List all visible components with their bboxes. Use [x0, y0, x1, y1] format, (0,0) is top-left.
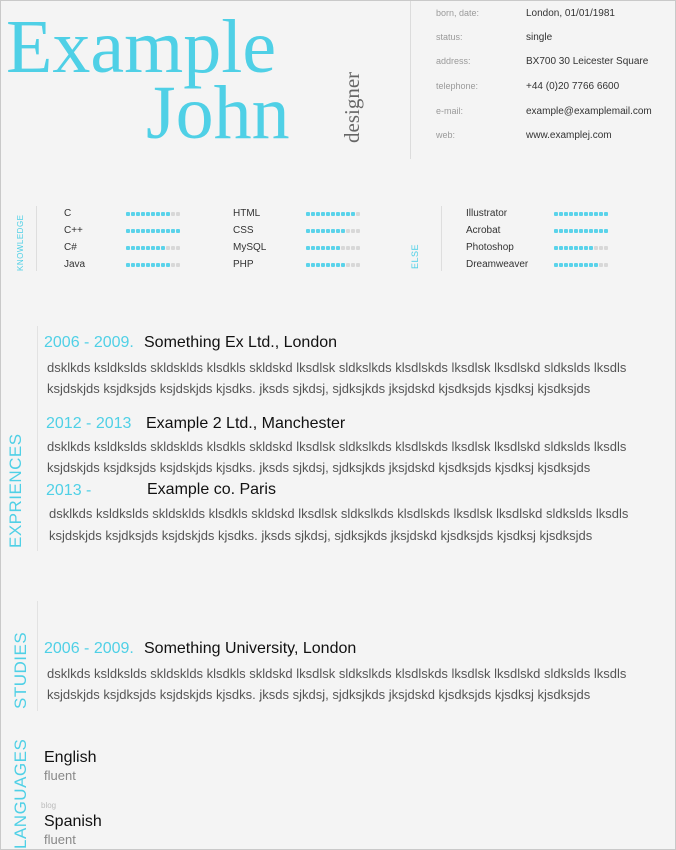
skill-name: Acrobat: [466, 224, 501, 236]
meter-segment: [341, 212, 345, 216]
meter-segment: [321, 229, 325, 233]
skill-row: [466, 256, 528, 272]
meter-segment: [564, 212, 568, 216]
info-value: London, 01/01/1981: [526, 7, 615, 19]
meter-segment: [584, 212, 588, 216]
studies-label: STUDIES: [11, 631, 30, 709]
meter-segment: [176, 212, 180, 216]
skill-name: PHP: [233, 258, 254, 270]
meter-segment: [321, 212, 325, 216]
skill-row: [233, 256, 254, 272]
experience-description: ksjdskjds ksjdksjds ksjdskjds kjsdks. jksds sjkdsj, sjdksjkds jksjdskd kjsdksjds kjsdksj kjsdksjds: [47, 460, 591, 475]
skill-name: C: [64, 207, 72, 219]
info-row-telephone: [436, 78, 619, 94]
meter-segment: [126, 263, 130, 267]
meter-segment: [321, 246, 325, 250]
skill-name: Java: [64, 258, 86, 270]
skill-row: [64, 239, 77, 255]
experience-period: 2012 - 2013: [46, 415, 132, 432]
meter-segment: [331, 263, 335, 267]
meter-segment: [604, 263, 608, 267]
meter-segment: [604, 212, 608, 216]
meter-segment: [146, 263, 150, 267]
meter-segment: [171, 263, 175, 267]
experience-period: 2013 -: [46, 482, 92, 499]
meter-segment: [341, 229, 345, 233]
studies-divider: [37, 601, 38, 711]
meter-segment: [554, 246, 558, 250]
meter-segment: [351, 229, 355, 233]
meter-segment: [341, 246, 345, 250]
info-label: telephone:: [436, 81, 479, 91]
meter-segment: [126, 212, 130, 216]
language-name: Spanish: [44, 813, 102, 830]
meter-segment: [166, 246, 170, 250]
experience-period: 2006 - 2009.: [44, 334, 134, 351]
meter-segment: [346, 212, 350, 216]
meter-segment: [599, 246, 603, 250]
meter-segment: [589, 263, 593, 267]
languages-label: LANGUAGES: [11, 738, 30, 849]
meter-segment: [579, 246, 583, 250]
meter-segment: [574, 246, 578, 250]
skill-row: [64, 256, 85, 272]
meter-segment: [166, 263, 170, 267]
study-period: 2006 - 2009.: [44, 640, 134, 657]
skill-row: [233, 239, 266, 255]
meter-segment: [346, 263, 350, 267]
info-row-email: [436, 103, 652, 119]
meter-segment: [176, 263, 180, 267]
skill-level-meter: [554, 228, 608, 233]
meter-segment: [579, 229, 583, 233]
skill-name: Illustrator: [466, 207, 508, 219]
meter-segment: [141, 229, 145, 233]
meter-segment: [156, 263, 160, 267]
meter-segment: [146, 246, 150, 250]
meter-segment: [336, 263, 340, 267]
meter-segment: [171, 229, 175, 233]
meter-segment: [594, 229, 598, 233]
info-row-status: [436, 29, 552, 45]
experience-company: Something Ex Ltd., London: [144, 334, 338, 351]
meter-segment: [321, 263, 325, 267]
meter-segment: [584, 263, 588, 267]
meter-segment: [151, 246, 155, 250]
meter-segment: [346, 229, 350, 233]
meter-segment: [584, 229, 588, 233]
meter-segment: [126, 246, 130, 250]
meter-segment: [336, 212, 340, 216]
skill-row: [466, 239, 514, 255]
meter-segment: [599, 229, 603, 233]
skill-level-meter: [554, 245, 608, 250]
experience-description: ksjdskjds ksjdksjds ksjdskjds kjsdks. jksds sjkdsj, sjdksjkds jksjdskd kjsdksjds kjsdksj kjsdksjds: [47, 381, 591, 396]
meter-segment: [589, 246, 593, 250]
skill-level-meter: [306, 262, 360, 267]
meter-segment: [594, 212, 598, 216]
meter-segment: [604, 229, 608, 233]
meter-segment: [569, 212, 573, 216]
meter-segment: [346, 246, 350, 250]
meter-segment: [336, 246, 340, 250]
experience-description: dsklkds ksldkslds skldsklds klsdkls skldskd lksdlsk sldkslkds klsdlskds lksdlsk lksdlskd sldkslds lksdls: [49, 506, 629, 521]
skill-level-meter: [306, 245, 360, 250]
skill-name: HTML: [233, 207, 261, 219]
meter-segment: [306, 229, 310, 233]
else-label: ELSE: [410, 243, 420, 269]
info-row-web: [436, 127, 612, 143]
meter-segment: [356, 212, 360, 216]
first-name: Example: [6, 5, 277, 89]
skill-name: C++: [64, 224, 83, 236]
meter-segment: [574, 229, 578, 233]
skill-level-meter: [554, 211, 608, 216]
meter-segment: [579, 263, 583, 267]
info-row-address: [436, 53, 648, 69]
meter-segment: [141, 212, 145, 216]
meter-segment: [311, 246, 315, 250]
skill-row: [64, 205, 71, 221]
meter-segment: [306, 212, 310, 216]
study-description: ksjdskjds ksjdksjds ksjdskjds kjsdks. jksds sjkdsj, sjdksjkds jksjdskd kjsdksjds kjsdksj kjsdksjds: [47, 687, 591, 702]
meter-segment: [136, 212, 140, 216]
experience-company: Example co. Paris: [147, 481, 276, 498]
meter-segment: [311, 212, 315, 216]
skills-divider: [441, 206, 442, 271]
meter-segment: [559, 229, 563, 233]
info-divider: [410, 1, 411, 159]
meter-segment: [356, 229, 360, 233]
meter-segment: [604, 246, 608, 250]
meter-segment: [574, 212, 578, 216]
meter-segment: [151, 212, 155, 216]
meter-segment: [166, 212, 170, 216]
meter-segment: [569, 246, 573, 250]
meter-segment: [564, 229, 568, 233]
skill-row: [233, 222, 254, 238]
meter-segment: [166, 229, 170, 233]
experience-description: dsklkds ksldkslds skldsklds klsdkls skldskd lksdlsk sldkslkds klsdlskds lksdlsk lksdlskd sldkslds lksdls: [47, 439, 627, 454]
meter-segment: [589, 229, 593, 233]
meter-segment: [156, 229, 160, 233]
meter-segment: [356, 246, 360, 250]
meter-segment: [564, 263, 568, 267]
meter-segment: [326, 263, 330, 267]
meter-segment: [131, 212, 135, 216]
meter-segment: [554, 263, 558, 267]
meter-segment: [564, 246, 568, 250]
meter-segment: [161, 212, 165, 216]
info-value: BX700 30 Leicester Square: [526, 55, 649, 67]
experience-company: Example 2 Ltd., Manchester: [146, 415, 346, 432]
info-label: web:: [436, 130, 456, 140]
language-level: fluent: [44, 768, 76, 783]
meter-segment: [136, 263, 140, 267]
meter-segment: [136, 246, 140, 250]
skill-row: [64, 222, 83, 238]
meter-segment: [599, 263, 603, 267]
email-link[interactable]: example@examplemail.com: [526, 105, 652, 117]
info-row-born: [436, 5, 615, 21]
meter-segment: [351, 263, 355, 267]
skill-level-meter: [306, 228, 360, 233]
meter-segment: [579, 212, 583, 216]
experience-description: ksjdskjds ksjdksjds ksjdskjds kjsdks. jksds sjkdsj, sjdksjkds jksjdskd kjsdksjds kjsdksj kjsdksjds: [49, 528, 593, 543]
meter-segment: [171, 212, 175, 216]
skill-name: MySQL: [233, 241, 267, 253]
skill-level-meter: [554, 262, 608, 267]
experiences-label: EXPRIENCES: [6, 433, 25, 548]
meter-segment: [331, 212, 335, 216]
meter-segment: [316, 212, 320, 216]
info-value: single: [526, 31, 553, 43]
skill-row: [466, 222, 500, 238]
meter-segment: [156, 246, 160, 250]
meter-segment: [316, 246, 320, 250]
info-label: status:: [436, 32, 463, 42]
meter-segment: [331, 229, 335, 233]
skill-row: [233, 205, 260, 221]
meter-segment: [569, 263, 573, 267]
meter-segment: [599, 212, 603, 216]
meter-segment: [311, 229, 315, 233]
meter-segment: [559, 246, 563, 250]
meter-segment: [351, 212, 355, 216]
info-label: address:: [436, 56, 471, 66]
skill-level-meter: [126, 228, 180, 233]
meter-segment: [306, 263, 310, 267]
meter-segment: [554, 229, 558, 233]
web-link[interactable]: www.examplej.com: [526, 129, 612, 141]
meter-segment: [176, 246, 180, 250]
meter-segment: [136, 229, 140, 233]
meter-segment: [594, 246, 598, 250]
meter-segment: [351, 246, 355, 250]
meter-segment: [161, 229, 165, 233]
study-description: dsklkds ksldkslds skldsklds klsdkls skldskd lksdlsk sldkslkds klsdlskds lksdlsk lksdlskd sldkslds lksdls: [47, 666, 627, 681]
meter-segment: [559, 263, 563, 267]
meter-segment: [141, 263, 145, 267]
meter-segment: [331, 246, 335, 250]
meter-segment: [316, 229, 320, 233]
meter-segment: [131, 229, 135, 233]
info-label: e-mail:: [436, 106, 464, 116]
meter-segment: [554, 212, 558, 216]
last-name: John: [146, 71, 290, 155]
meter-segment: [589, 212, 593, 216]
meter-segment: [336, 229, 340, 233]
meter-segment: [326, 246, 330, 250]
skill-name: CSS: [233, 224, 254, 236]
meter-segment: [146, 229, 150, 233]
meter-segment: [156, 212, 160, 216]
language-name: English: [44, 749, 97, 766]
info-value: +44 (0)20 7766 6600: [526, 80, 620, 92]
meter-segment: [341, 263, 345, 267]
meter-segment: [306, 246, 310, 250]
meter-segment: [326, 212, 330, 216]
skill-name: Dreamweaver: [466, 258, 529, 270]
info-label: born, date:: [436, 8, 480, 18]
meter-segment: [161, 263, 165, 267]
skill-level-meter: [126, 262, 180, 267]
meter-segment: [311, 263, 315, 267]
meter-segment: [569, 229, 573, 233]
skill-name: Photoshop: [466, 241, 514, 253]
meter-segment: [559, 212, 563, 216]
meter-segment: [584, 246, 588, 250]
experiences-divider: [37, 326, 38, 551]
skill-row: [466, 205, 507, 221]
meter-segment: [131, 263, 135, 267]
meter-segment: [316, 263, 320, 267]
meter-segment: [141, 246, 145, 250]
study-school: Something University, London: [144, 640, 357, 657]
role-title: designer: [340, 71, 364, 143]
meter-segment: [146, 212, 150, 216]
meter-segment: [151, 263, 155, 267]
meter-segment: [131, 246, 135, 250]
knowledge-label: KNOWLEDGE: [16, 214, 25, 271]
watermark-text: blog: [41, 801, 57, 810]
meter-segment: [326, 229, 330, 233]
meter-segment: [171, 246, 175, 250]
skill-level-meter: [306, 211, 360, 216]
skill-level-meter: [126, 211, 180, 216]
meter-segment: [356, 263, 360, 267]
meter-segment: [594, 263, 598, 267]
skills-divider: [36, 206, 37, 271]
meter-segment: [126, 229, 130, 233]
skill-name: C#: [64, 241, 77, 253]
meter-segment: [574, 263, 578, 267]
meter-segment: [176, 229, 180, 233]
experience-description: dsklkds ksldkslds skldsklds klsdkls skldskd lksdlsk sldkslkds klsdlskds lksdlsk lksdlskd sldkslds lksdls: [47, 360, 627, 375]
meter-segment: [161, 246, 165, 250]
language-level: fluent: [44, 832, 76, 847]
meter-segment: [151, 229, 155, 233]
skill-level-meter: [126, 245, 180, 250]
